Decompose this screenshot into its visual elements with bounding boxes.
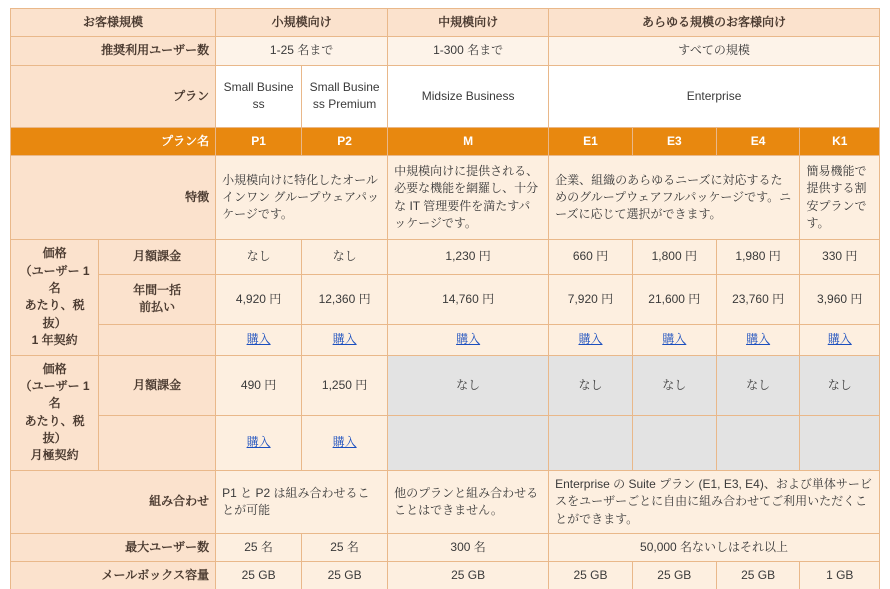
monthly-fee-e4: なし [716,355,800,416]
plan-name-k1: K1 [800,127,880,155]
sublabel-monthly-fee: 月額課金 [99,355,216,416]
yearly-prepaid-e1: 7,920 円 [549,274,633,324]
price-yearly-line3: あたり、税抜） [24,298,85,330]
row-label-customer-scale: お客様規模 [11,9,216,37]
yearly-prepaid-e4: 23,760 円 [716,274,800,324]
plan-enterprise: Enterprise [549,65,880,127]
plan-name-p2: P2 [302,127,388,155]
row-label-price-yearly [11,240,99,355]
row-label-features: 特徴 [11,156,216,240]
buy-cell-p2-monthly[interactable] [302,416,388,470]
buy-link-e4-yearly[interactable]: 購入 [746,331,771,346]
table-row-customer-scale [11,9,880,37]
row-label-max-users: 最大ユーザー数 [11,534,216,562]
recommended-users-midsize: 1-300 名まで [388,37,549,65]
price-monthly-line2: （ユーザー 1 名 [19,378,90,411]
table-row-plan [11,65,880,127]
buy-cell-e1-monthly-empty [549,416,633,470]
buy-cell-p1-yearly[interactable] [216,324,302,355]
max-users-p2: 25 名 [302,534,388,562]
yearly-prepaid-p1: 4,920 円 [216,274,302,324]
row-label-plan: プラン [11,65,216,127]
table-row-yearly-buy [11,324,880,355]
table-row-yearly-monthly-fee [11,240,880,275]
yearly-monthly-m: 1,230 円 [388,240,549,275]
pricing-table [10,8,880,589]
table-row-features [11,156,880,240]
price-monthly-line4: 月極契約 [30,448,79,463]
buy-cell-e3-monthly-empty [632,416,716,470]
buy-link-e1-yearly[interactable]: 購入 [578,331,603,346]
plan-name-e3: E3 [632,127,716,155]
max-users-enterprise: 50,000 名ないしはそれ以上 [549,534,880,562]
sublabel-buy-monthly [99,416,216,470]
row-label-plan-name: プラン名 [11,127,216,155]
sublabel-buy-yearly [99,324,216,355]
yearly-monthly-e3: 1,800 円 [632,240,716,275]
features-small: 小規模向けに特化したオールインワン グループウェアパッケージです。 [216,156,388,240]
row-label-recommended-users: 推奨利用ユーザー数 [11,37,216,65]
sublabel-annual-prepaid [99,274,216,324]
monthly-fee-m: なし [388,355,549,416]
table-row-monthly-fee [11,355,880,416]
buy-link-p1-monthly[interactable]: 購入 [246,435,271,450]
yearly-monthly-p1: なし [216,240,302,275]
sublabel-monthly-fee-yearly: 月額課金 [99,240,216,275]
buy-link-p2-monthly[interactable]: 購入 [332,435,357,450]
table-row-max-users [11,534,880,562]
customer-scale-small: 小規模向け [216,9,388,37]
buy-cell-k1-monthly-empty [800,416,880,470]
plan-small-business-premium: Small Business Premium [302,65,388,127]
yearly-prepaid-k1: 3,960 円 [800,274,880,324]
recommended-users-all: すべての規模 [549,37,880,65]
monthly-fee-e3: なし [632,355,716,416]
mailbox-e1: 25 GB [549,562,633,589]
mailbox-e3: 25 GB [632,562,716,589]
recommended-users-small: 1-25 名まで [216,37,388,65]
mailbox-p1: 25 GB [216,562,302,589]
mailbox-p2: 25 GB [302,562,388,589]
yearly-prepaid-m: 14,760 円 [388,274,549,324]
buy-cell-p2-yearly[interactable] [302,324,388,355]
table-row-recommended-users [11,37,880,65]
table-row-yearly-prepaid [11,274,880,324]
monthly-fee-e1: なし [549,355,633,416]
plan-small-business: Small Business [216,65,302,127]
plan-midsize-business: Midsize Business [388,65,549,127]
combination-enterprise: Enterprise の Suite プラン (E1, E3, E4)、および単体サービスをユーザーごとに自由に組み合わせてご利用いただくことができます。 [549,470,880,533]
buy-cell-e4-monthly-empty [716,416,800,470]
yearly-monthly-e4: 1,980 円 [716,240,800,275]
table-row-monthly-buy [11,416,880,470]
mailbox-k1: 1 GB [800,562,880,589]
row-label-price-monthly [11,355,99,470]
buy-link-p2-yearly[interactable]: 購入 [332,331,357,346]
row-label-mailbox: メールボックス容量 [11,562,216,589]
buy-link-m-yearly[interactable]: 購入 [456,331,481,346]
plan-name-e1: E1 [549,127,633,155]
price-yearly-line1: 価格 [42,246,67,261]
table-row-combination [11,470,880,533]
customer-scale-all: あらゆる規模のお客様向け [549,9,880,37]
buy-cell-p1-monthly[interactable] [216,416,302,470]
max-users-m: 300 名 [388,534,549,562]
mailbox-e4: 25 GB [716,562,800,589]
price-yearly-line4: 1 年契約 [31,333,78,348]
combination-small: P1 と P2 は組み合わせることが可能 [216,470,388,533]
combination-midsize: 他のプランと組み合わせることはできません。 [388,470,549,533]
features-enterprise: 企業、組織のあらゆるニーズに対応するためのグループウェアフルパッケージです。ニーズに応じて選択ができます。 [549,156,800,240]
mailbox-m: 25 GB [388,562,549,589]
plan-name-m: M [388,127,549,155]
plan-name-e4: E4 [716,127,800,155]
yearly-prepaid-p2: 12,360 円 [302,274,388,324]
monthly-fee-k1: なし [800,355,880,416]
buy-link-k1-yearly[interactable]: 購入 [827,331,852,346]
max-users-p1: 25 名 [216,534,302,562]
buy-cell-m-monthly-empty [388,416,549,470]
monthly-fee-p1: 490 円 [216,355,302,416]
buy-cell-k1-yearly[interactable] [800,324,880,355]
yearly-prepaid-e3: 21,600 円 [632,274,716,324]
plan-name-p1: P1 [216,127,302,155]
yearly-monthly-k1: 330 円 [800,240,880,275]
features-k1: 簡易機能で提供する割安プランです。 [800,156,880,240]
buy-cell-e1-yearly[interactable] [549,324,633,355]
buy-cell-m-yearly[interactable] [388,324,549,355]
buy-link-e3-yearly[interactable]: 購入 [662,331,687,346]
price-monthly-line1: 価格 [42,361,67,376]
annual-prepaid-line1: 年間一括 [133,282,182,297]
buy-link-p1-yearly[interactable]: 購入 [246,331,271,346]
price-yearly-line2: （ユーザー 1 名 [19,263,90,295]
table-row-plan-name [11,127,880,155]
annual-prepaid-line2: 前払い [139,300,176,315]
table-row-mailbox [11,562,880,589]
features-midsize: 中規模向けに提供される、必要な機能を網羅し、十分な IT 管理要件を満たすパッケージです。 [388,156,549,240]
price-monthly-line3: あたり、税抜） [24,413,85,446]
buy-cell-e4-yearly[interactable] [716,324,800,355]
row-label-combination: 組み合わせ [11,470,216,533]
monthly-fee-p2: 1,250 円 [302,355,388,416]
customer-scale-midsize: 中規模向け [388,9,549,37]
yearly-monthly-e1: 660 円 [549,240,633,275]
yearly-monthly-p2: なし [302,240,388,275]
buy-cell-e3-yearly[interactable] [632,324,716,355]
